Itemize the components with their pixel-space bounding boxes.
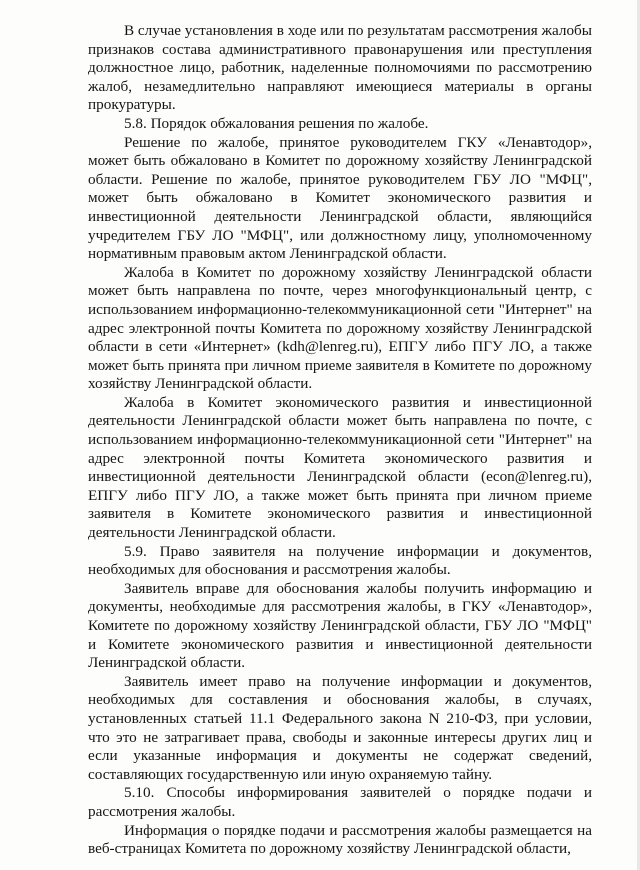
paragraph-right-to-documents: Заявитель вправе для обоснования жалобы получить информацию и документы, необходимые для рассмотрения жалобы, в ГКУ «Ленавтодор», Комитете по дорожному хозяйству Ленинградской области, ГБУ ЛО "МФЦ" и Комитете экономического развития и инвестиционной деятельности Ленинградской области. [88, 579, 592, 672]
paragraph-information-placement: Информация о порядке подачи и рассмотрения жалобы размещается на веб-страницах Комитета по дорожному хозяйству Ленинградской области, [88, 821, 592, 858]
section-heading-5-10: 5.10. Способы информирования заявителей о порядке подачи и рассмотрения жалобы. [88, 784, 592, 820]
section-heading-5-9: 5.9. Право заявителя на получение информации и документов, необходимых для обоснования и рассмотрения жалобы. [88, 542, 592, 579]
paragraph-economic-committee-complaint: Жалоба в Комитет экономического развития и инвестиционной деятельности Ленинградской области может быть направлена по почте, с использованием информационно-телекоммуникационной сети "Интернет" на адрес электронной почты Комитета экономического развития и инвестиционной деятельности Ленинградской области (econ@lenreg.ru), ЕПГУ либо ПГУ ЛО, а также может быть принята при личном приеме заявителя в Комитете экономического развития и инвестиционной деятельности Ленинградской области. [88, 393, 592, 542]
paragraph-appeal-decision: Решение по жалобе, принятое руководителем ГКУ «Ленавтодор», может быть обжаловано в Комитет по дорожному хозяйству Ленинградской области. Решение по жалобе, принятое руководителем ГБУ ЛО "МФЦ", может быть обжаловано в Комитет экономического развития и инвестиционной деятельности Ленинградской области, являющийся учредителем ГБУ ЛО "МФЦ", или должностному лицу, уполномоченному нормативным правовым актом Ленинградской области. [88, 133, 592, 263]
paragraph-right-to-information: Заявитель имеет право на получение информации и документов, необходимых для составления и обоснования жалобы, в случаях, установленных статьей 11.1 Федерального закона N 210-ФЗ, при условии, что это не затрагивает права, свободы и законные интересы других лиц и если указанные информация и документы не содержат сведений, составляющих государственную или иную охраняемую тайну. [88, 672, 592, 783]
paragraph-road-committee-complaint: Жалоба в Комитет по дорожному хозяйству Ленинградской области может быть направлена по почте, через многофункциональный центр, с использованием информационно-телекоммуникационной сети "Интернет" на адрес электронной почты Комитета по дорожному хозяйству Ленинградской области в сети «Интернет» (kdh@lenreg.ru), ЕПГУ либо ПГУ ЛО, а также может быть принята при личном приеме заявителя в Комитете по дорожному хозяйству Ленинградской области. [88, 263, 592, 393]
paragraph-prosecutor-referral: В случае установления в ходе или по результатам рассмотрения жалобы признаков состава административного правонарушения или преступления должностное лицо, работник, наделенные полномочиями по рассмотрению жалоб, незамедлительно направляют имеющиеся материалы в органы прокуратуры. [88, 22, 592, 114]
section-heading-5-8: 5.8. Порядок обжалования решения по жалобе. [124, 114, 429, 132]
